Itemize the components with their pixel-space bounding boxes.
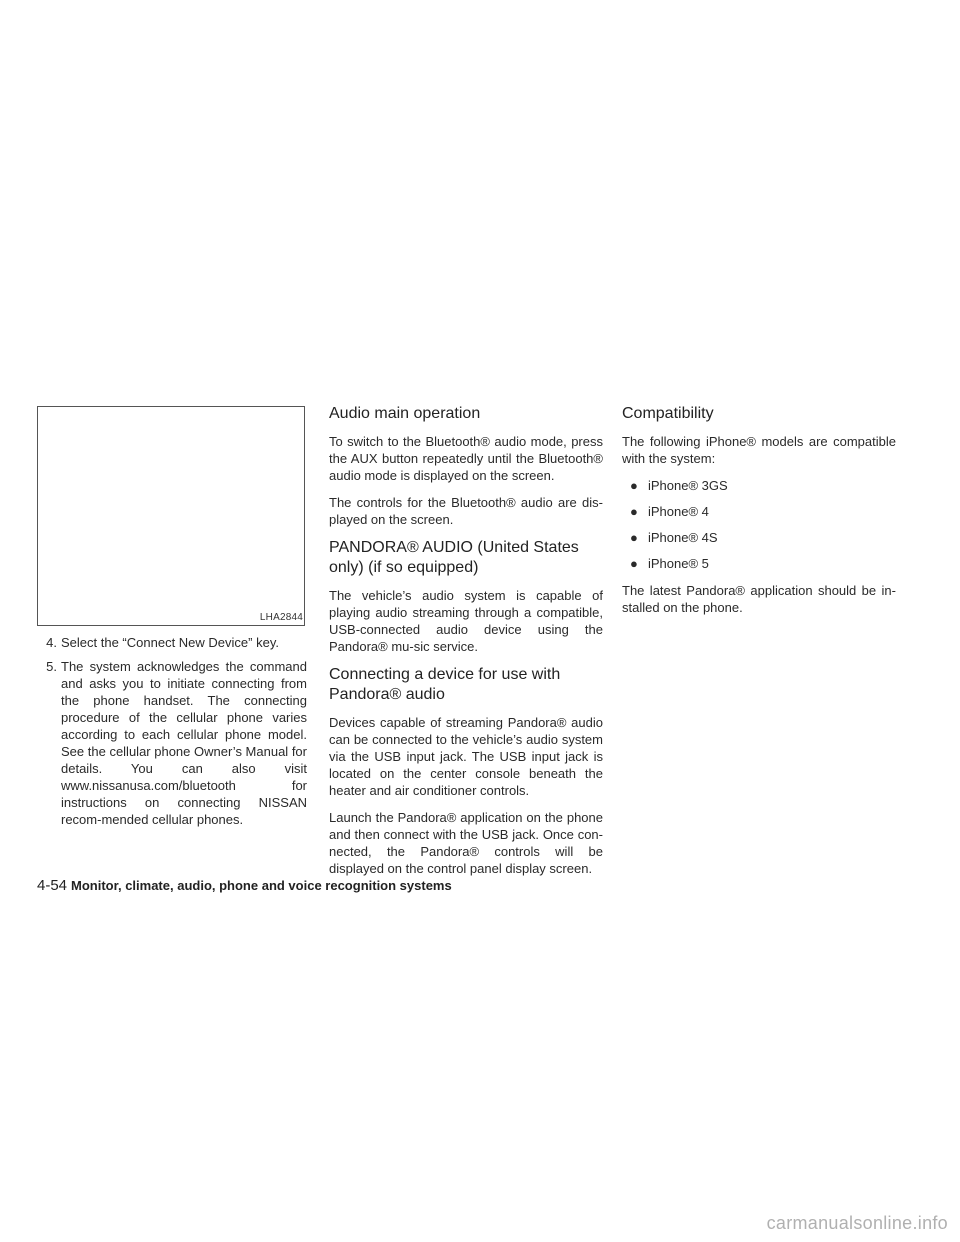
- bullet-icon: ●: [630, 504, 638, 519]
- step-text: The system acknowledges the command and asks you to initiate connecting from the phone handset. The connecting procedure of the cellular phone varies according to each cellular phone model. See the cellular phone Owner’s Manual for details. You can also visit www.nissanusa.com/bluetooth for instructions on connecting NISSAN recom-mended cellular phones.: [61, 659, 307, 827]
- paragraph: Devices capable of streaming Pandora® audio can be connected to the vehicle’s audio system via the USB input jack. The USB input jack is located on the center console beneath the heater and air conditioner controls.: [329, 715, 603, 798]
- paragraph: The vehicle’s audio system is capable of playing audio streaming through a compatible, USB-connected audio device using the Pandora® mu-sic service.: [329, 588, 603, 654]
- heading-audio-main-operation: Audio main operation: [329, 405, 481, 422]
- figure-label: LHA2844: [259, 612, 303, 623]
- list-item: [622, 529, 896, 546]
- bullet-icon: ●: [630, 530, 638, 545]
- paragraph: The latest Pandora® application should be in-stalled on the phone.: [622, 583, 896, 615]
- list-item: [622, 503, 896, 520]
- page-number: 4-54: [37, 877, 68, 894]
- page-footer: [37, 876, 452, 896]
- paragraph: Launch the Pandora® application on the phone and then connect with the USB jack. Once con-nected, the Pandora® controls will be displayed on the control panel display screen.: [329, 810, 603, 876]
- model-name: iPhone® 5: [648, 556, 709, 571]
- column-middle: [329, 404, 603, 887]
- bullet-icon: ●: [630, 478, 638, 493]
- watermark: carmanualsonline.info: [766, 1213, 948, 1233]
- list-item: [37, 658, 307, 828]
- heading-compatibility: Compatibility: [622, 405, 714, 422]
- paragraph: To switch to the Bluetooth® audio mode, press the AUX button repeatedly until the Bluetooth® audio mode is displayed on the screen.: [329, 434, 603, 483]
- bullet-icon: ●: [630, 556, 638, 571]
- list-item: [37, 634, 307, 651]
- column-left: [37, 634, 307, 835]
- figure-image: [37, 406, 305, 626]
- column-right: [622, 404, 896, 626]
- model-name: iPhone® 4: [648, 504, 709, 519]
- paragraph: The controls for the Bluetooth® audio are dis-played on the screen.: [329, 495, 603, 527]
- heading-pandora-audio: PANDORA® AUDIO (United States only) (if so equipped): [329, 539, 579, 576]
- section-title: Monitor, climate, audio, phone and voice recognition systems: [71, 878, 452, 893]
- list-item: [622, 477, 896, 494]
- model-name: iPhone® 4S: [648, 530, 718, 545]
- iphone-models-list: [622, 477, 896, 572]
- model-name: iPhone® 3GS: [648, 478, 728, 493]
- step-text: Select the “Connect New Device” key.: [61, 635, 279, 650]
- heading-connecting-device: Connecting a device for use with Pandora® audio: [329, 666, 561, 703]
- steps-list: [37, 634, 307, 828]
- paragraph: The following iPhone® models are compatible with the system:: [622, 434, 896, 466]
- list-item: [622, 555, 896, 572]
- step-number: 5.: [46, 659, 57, 674]
- step-number: 4.: [46, 635, 57, 650]
